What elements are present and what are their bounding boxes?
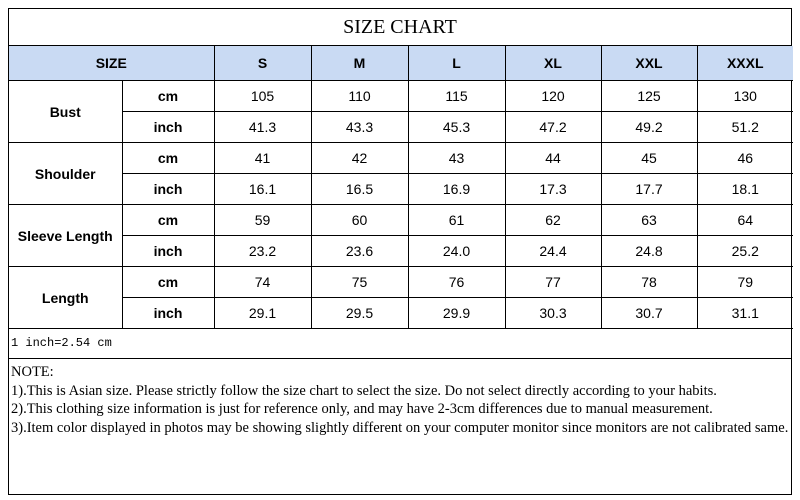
measurement-value: 62 [505, 205, 601, 236]
table-row [9, 112, 793, 143]
table-row [9, 174, 793, 205]
measurement-value: 29.1 [214, 298, 311, 329]
measurement-value: 59 [214, 205, 311, 236]
measurement-value: 29.9 [408, 298, 505, 329]
table-row [9, 205, 793, 236]
size-table [9, 46, 793, 329]
measurement-value: 74 [214, 267, 311, 298]
measurement-value: 24.0 [408, 236, 505, 267]
measurement-value: 78 [601, 267, 697, 298]
size-col-header: M [311, 46, 408, 81]
measurement-value: 76 [408, 267, 505, 298]
measurement-value: 25.2 [697, 236, 793, 267]
measurement-value: 64 [697, 205, 793, 236]
measurement-value: 43.3 [311, 112, 408, 143]
size-header: SIZE [9, 46, 214, 81]
table-row [9, 143, 793, 174]
measurement-value: 115 [408, 81, 505, 112]
table-row [9, 267, 793, 298]
measurement-value: 43 [408, 143, 505, 174]
notes-section [9, 359, 791, 437]
measurement-value: 16.5 [311, 174, 408, 205]
unit-label: inch [122, 112, 214, 143]
measurement-value: 23.6 [311, 236, 408, 267]
measurement-label: Sleeve Length [9, 205, 122, 267]
measurement-value: 75 [311, 267, 408, 298]
measurement-value: 45.3 [408, 112, 505, 143]
note-item: 1).This is Asian size. Please strictly follow the size chart to select the size. Do not select directly according to your habits. [11, 382, 717, 399]
measurement-value: 51.2 [697, 112, 793, 143]
measurement-value: 18.1 [697, 174, 793, 205]
measurement-label: Bust [9, 81, 122, 143]
measurement-value: 60 [311, 205, 408, 236]
measurement-value: 45 [601, 143, 697, 174]
measurement-value: 63 [601, 205, 697, 236]
measurement-value: 41.3 [214, 112, 311, 143]
size-col-header: XL [505, 46, 601, 81]
note-item: 3).Item color displayed in photos may be showing slightly different on your computer monitor since monitors are not calibrated same. [11, 419, 789, 436]
unit-label: inch [122, 298, 214, 329]
measurement-value: 47.2 [505, 112, 601, 143]
size-col-header: XXXL [697, 46, 793, 81]
size-col-header: XXL [601, 46, 697, 81]
measurement-value: 31.1 [697, 298, 793, 329]
measurement-value: 24.8 [601, 236, 697, 267]
measurement-value: 24.4 [505, 236, 601, 267]
note-item: 2).This clothing size information is just for reference only, and may have 2-3cm differences due to manual measurement. [11, 401, 713, 417]
measurement-value: 105 [214, 81, 311, 112]
chart-title: SIZE CHART [9, 9, 791, 46]
unit-label: inch [122, 236, 214, 267]
unit-label: cm [122, 81, 214, 112]
table-row [9, 236, 793, 267]
measurement-label: Shoulder [9, 143, 122, 205]
measurement-value: 17.7 [601, 174, 697, 205]
table-row [9, 298, 793, 329]
table-row [9, 81, 793, 112]
measurement-value: 29.5 [311, 298, 408, 329]
size-col-header: L [408, 46, 505, 81]
size-col-header: S [214, 46, 311, 81]
measurement-value: 110 [311, 81, 408, 112]
measurement-value: 120 [505, 81, 601, 112]
measurement-value: 44 [505, 143, 601, 174]
measurement-value: 30.3 [505, 298, 601, 329]
measurement-value: 16.1 [214, 174, 311, 205]
unit-label: cm [122, 143, 214, 174]
unit-label: cm [122, 205, 214, 236]
measurement-value: 17.3 [505, 174, 601, 205]
unit-conversion: 1 inch=2.54 cm [9, 329, 791, 359]
notes-heading: NOTE: [11, 364, 54, 380]
measurement-value: 42 [311, 143, 408, 174]
measurement-value: 125 [601, 81, 697, 112]
measurement-value: 41 [214, 143, 311, 174]
measurement-value: 30.7 [601, 298, 697, 329]
measurement-label: Length [9, 267, 122, 329]
measurement-value: 23.2 [214, 236, 311, 267]
measurement-value: 130 [697, 81, 793, 112]
measurement-value: 79 [697, 267, 793, 298]
measurement-value: 49.2 [601, 112, 697, 143]
unit-label: cm [122, 267, 214, 298]
measurement-value: 77 [505, 267, 601, 298]
measurement-value: 46 [697, 143, 793, 174]
size-chart [8, 8, 792, 495]
header-row [9, 46, 793, 81]
measurement-value: 61 [408, 205, 505, 236]
measurement-value: 16.9 [408, 174, 505, 205]
unit-label: inch [122, 174, 214, 205]
